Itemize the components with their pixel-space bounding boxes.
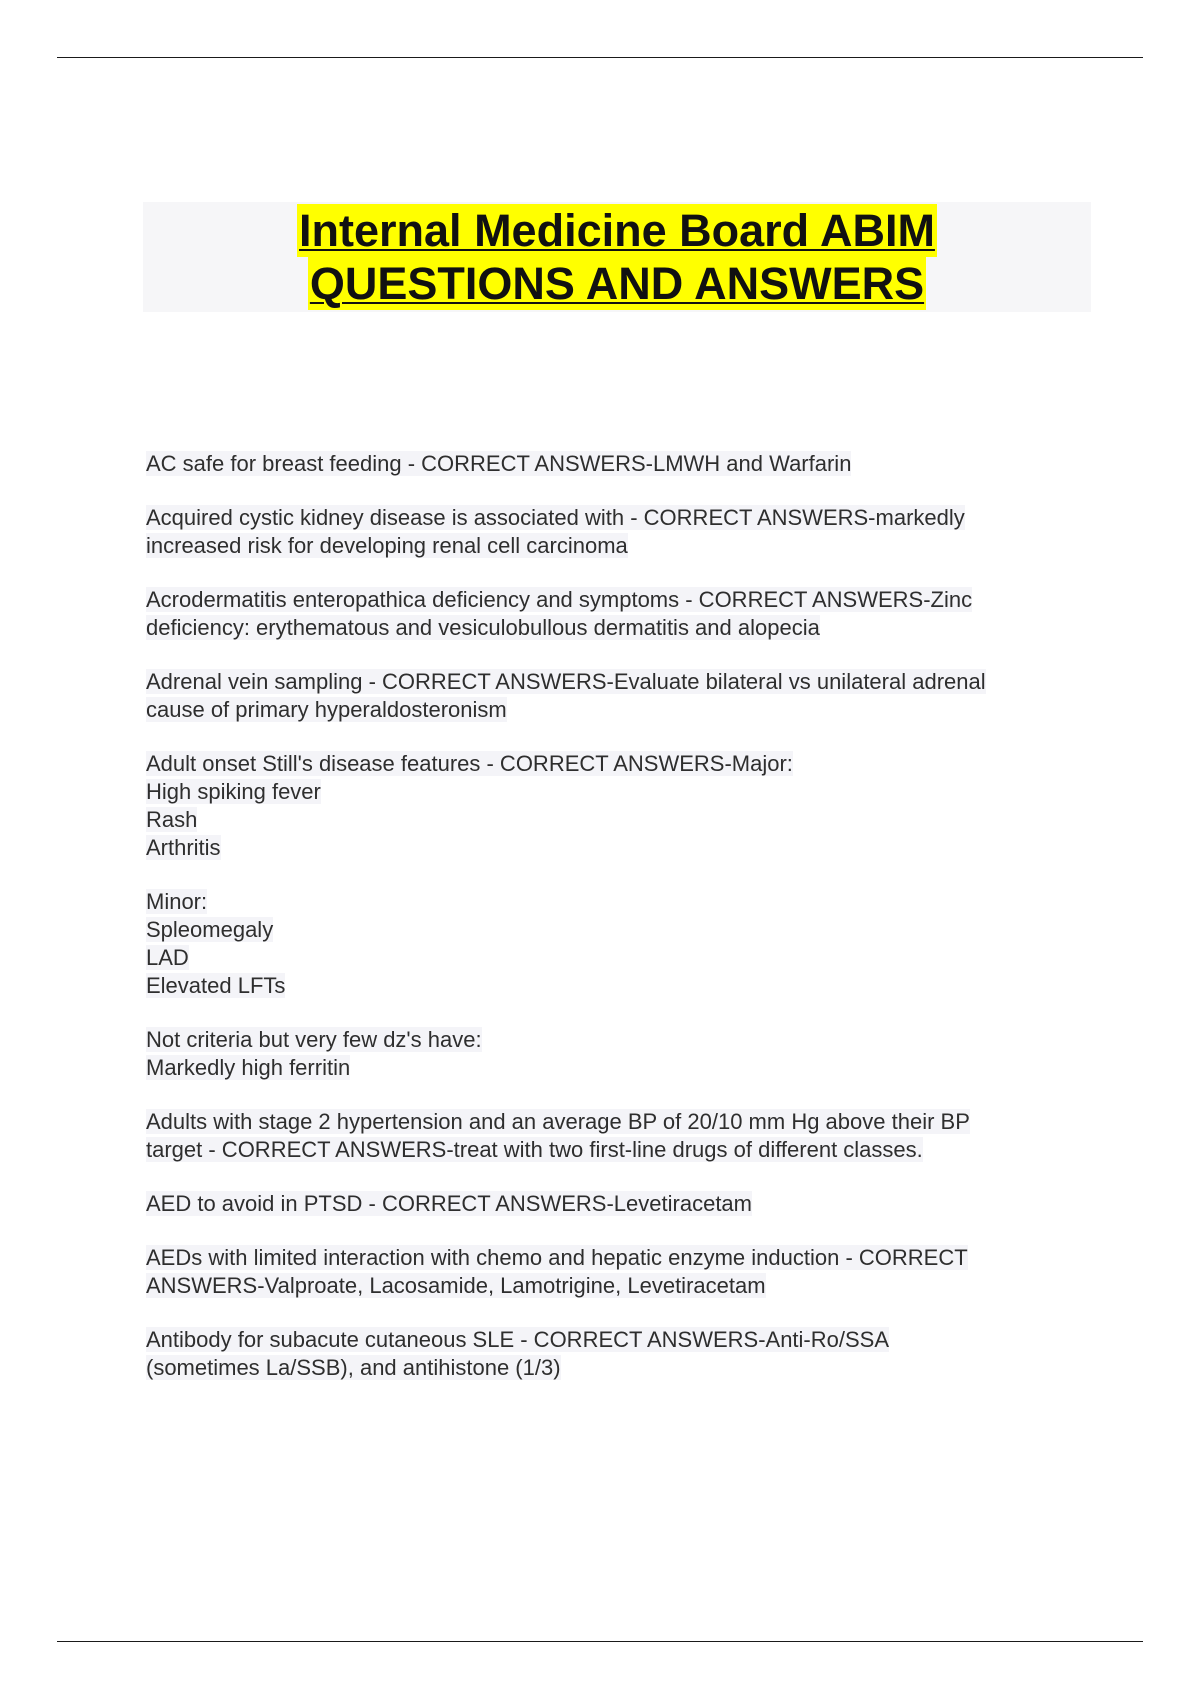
qa-text-line xyxy=(146,1054,1086,1082)
qa-text-line xyxy=(146,916,1086,944)
qa-text: increased risk for developing renal cell carcinoma xyxy=(146,533,628,558)
qa-text-line xyxy=(146,696,1086,724)
qa-text: Adults with stage 2 hypertension and an average BP of 20/10 mm Hg above their BP xyxy=(146,1109,970,1134)
footer-rule xyxy=(57,1641,1143,1642)
title-line-1: Internal Medicine Board ABIM xyxy=(299,205,935,256)
qa-text: Adult onset Still's disease features - CORRECT ANSWERS-Major: xyxy=(146,751,793,776)
qa-text-line xyxy=(146,668,1086,696)
qa-text-line xyxy=(146,972,1086,1000)
qa-text: High spiking fever xyxy=(146,779,321,804)
qa-text-line xyxy=(146,1354,1086,1382)
qa-text: cause of primary hyperaldosteronism xyxy=(146,697,507,722)
qa-text-line xyxy=(146,532,1086,560)
qa-text: target - CORRECT ANSWERS-treat with two first-line drugs of different classes. xyxy=(146,1137,923,1162)
qa-text: Arthritis xyxy=(146,835,221,860)
qa-text-line xyxy=(146,750,1086,778)
qa-text-line xyxy=(146,586,1086,614)
qa-text: Minor: xyxy=(146,889,208,914)
qa-item xyxy=(146,1026,1086,1082)
qa-text-line xyxy=(146,1272,1086,1300)
qa-text: LAD xyxy=(146,945,189,970)
qa-item xyxy=(146,668,1086,724)
qa-text: Spleomegaly xyxy=(146,917,274,942)
qa-text: Acrodermatitis enteropathica deficiency and symptoms - CORRECT ANSWERS-Zinc xyxy=(146,587,973,612)
qa-text-line xyxy=(146,806,1086,834)
qa-text: Antibody for subacute cutaneous SLE - CORRECT ANSWERS-Anti-Ro/SSA xyxy=(146,1327,890,1352)
qa-text-line xyxy=(146,1244,1086,1272)
qa-text-line xyxy=(146,1108,1086,1136)
qa-text-line xyxy=(146,1026,1086,1054)
qa-text: Acquired cystic kidney disease is associated with - CORRECT ANSWERS-markedly xyxy=(146,505,965,530)
qa-text-line xyxy=(146,834,1086,862)
document-title xyxy=(143,202,1091,312)
qa-text: AED to avoid in PTSD - CORRECT ANSWERS-Levetiracetam xyxy=(146,1191,752,1216)
qa-text-line xyxy=(146,504,1086,532)
qa-text: Adrenal vein sampling - CORRECT ANSWERS-Evaluate bilateral vs unilateral adrenal xyxy=(146,669,986,694)
qa-text: (sometimes La/SSB), and antihistone (1/3) xyxy=(146,1355,561,1380)
qa-text: AEDs with limited interaction with chemo and hepatic enzyme induction - CORRECT xyxy=(146,1245,968,1270)
qa-item xyxy=(146,450,1086,478)
qa-item xyxy=(146,586,1086,642)
qa-text: AC safe for breast feeding - CORRECT ANSWERS-LMWH and Warfarin xyxy=(146,451,852,476)
qa-text-line xyxy=(146,614,1086,642)
qa-item xyxy=(146,1108,1086,1164)
qa-text: Not criteria but very few dz's have: xyxy=(146,1027,482,1052)
qa-text: ANSWERS-Valproate, Lacosamide, Lamotrigine, Levetiracetam xyxy=(146,1273,766,1298)
qa-text: Markedly high ferritin xyxy=(146,1055,351,1080)
qa-text-line xyxy=(146,944,1086,972)
qa-text-line xyxy=(146,1190,1086,1218)
qa-text: Rash xyxy=(146,807,198,832)
qa-item xyxy=(146,888,1086,1000)
qa-text: deficiency: erythematous and vesiculobullous dermatitis and alopecia xyxy=(146,615,820,640)
qa-text: Elevated LFTs xyxy=(146,973,286,998)
qa-text-line xyxy=(146,778,1086,806)
header-rule xyxy=(57,57,1143,58)
qa-text-line xyxy=(146,1136,1086,1164)
qa-text-line xyxy=(146,1326,1086,1354)
qa-item xyxy=(146,504,1086,560)
qa-text-line xyxy=(146,888,1086,916)
qa-item xyxy=(146,1190,1086,1218)
qa-text-line xyxy=(146,450,1086,478)
qa-item xyxy=(146,1326,1086,1382)
qa-item xyxy=(146,1244,1086,1300)
qa-list xyxy=(146,450,1086,1408)
qa-item xyxy=(146,750,1086,862)
title-line-2: QUESTIONS AND ANSWERS xyxy=(309,258,925,309)
